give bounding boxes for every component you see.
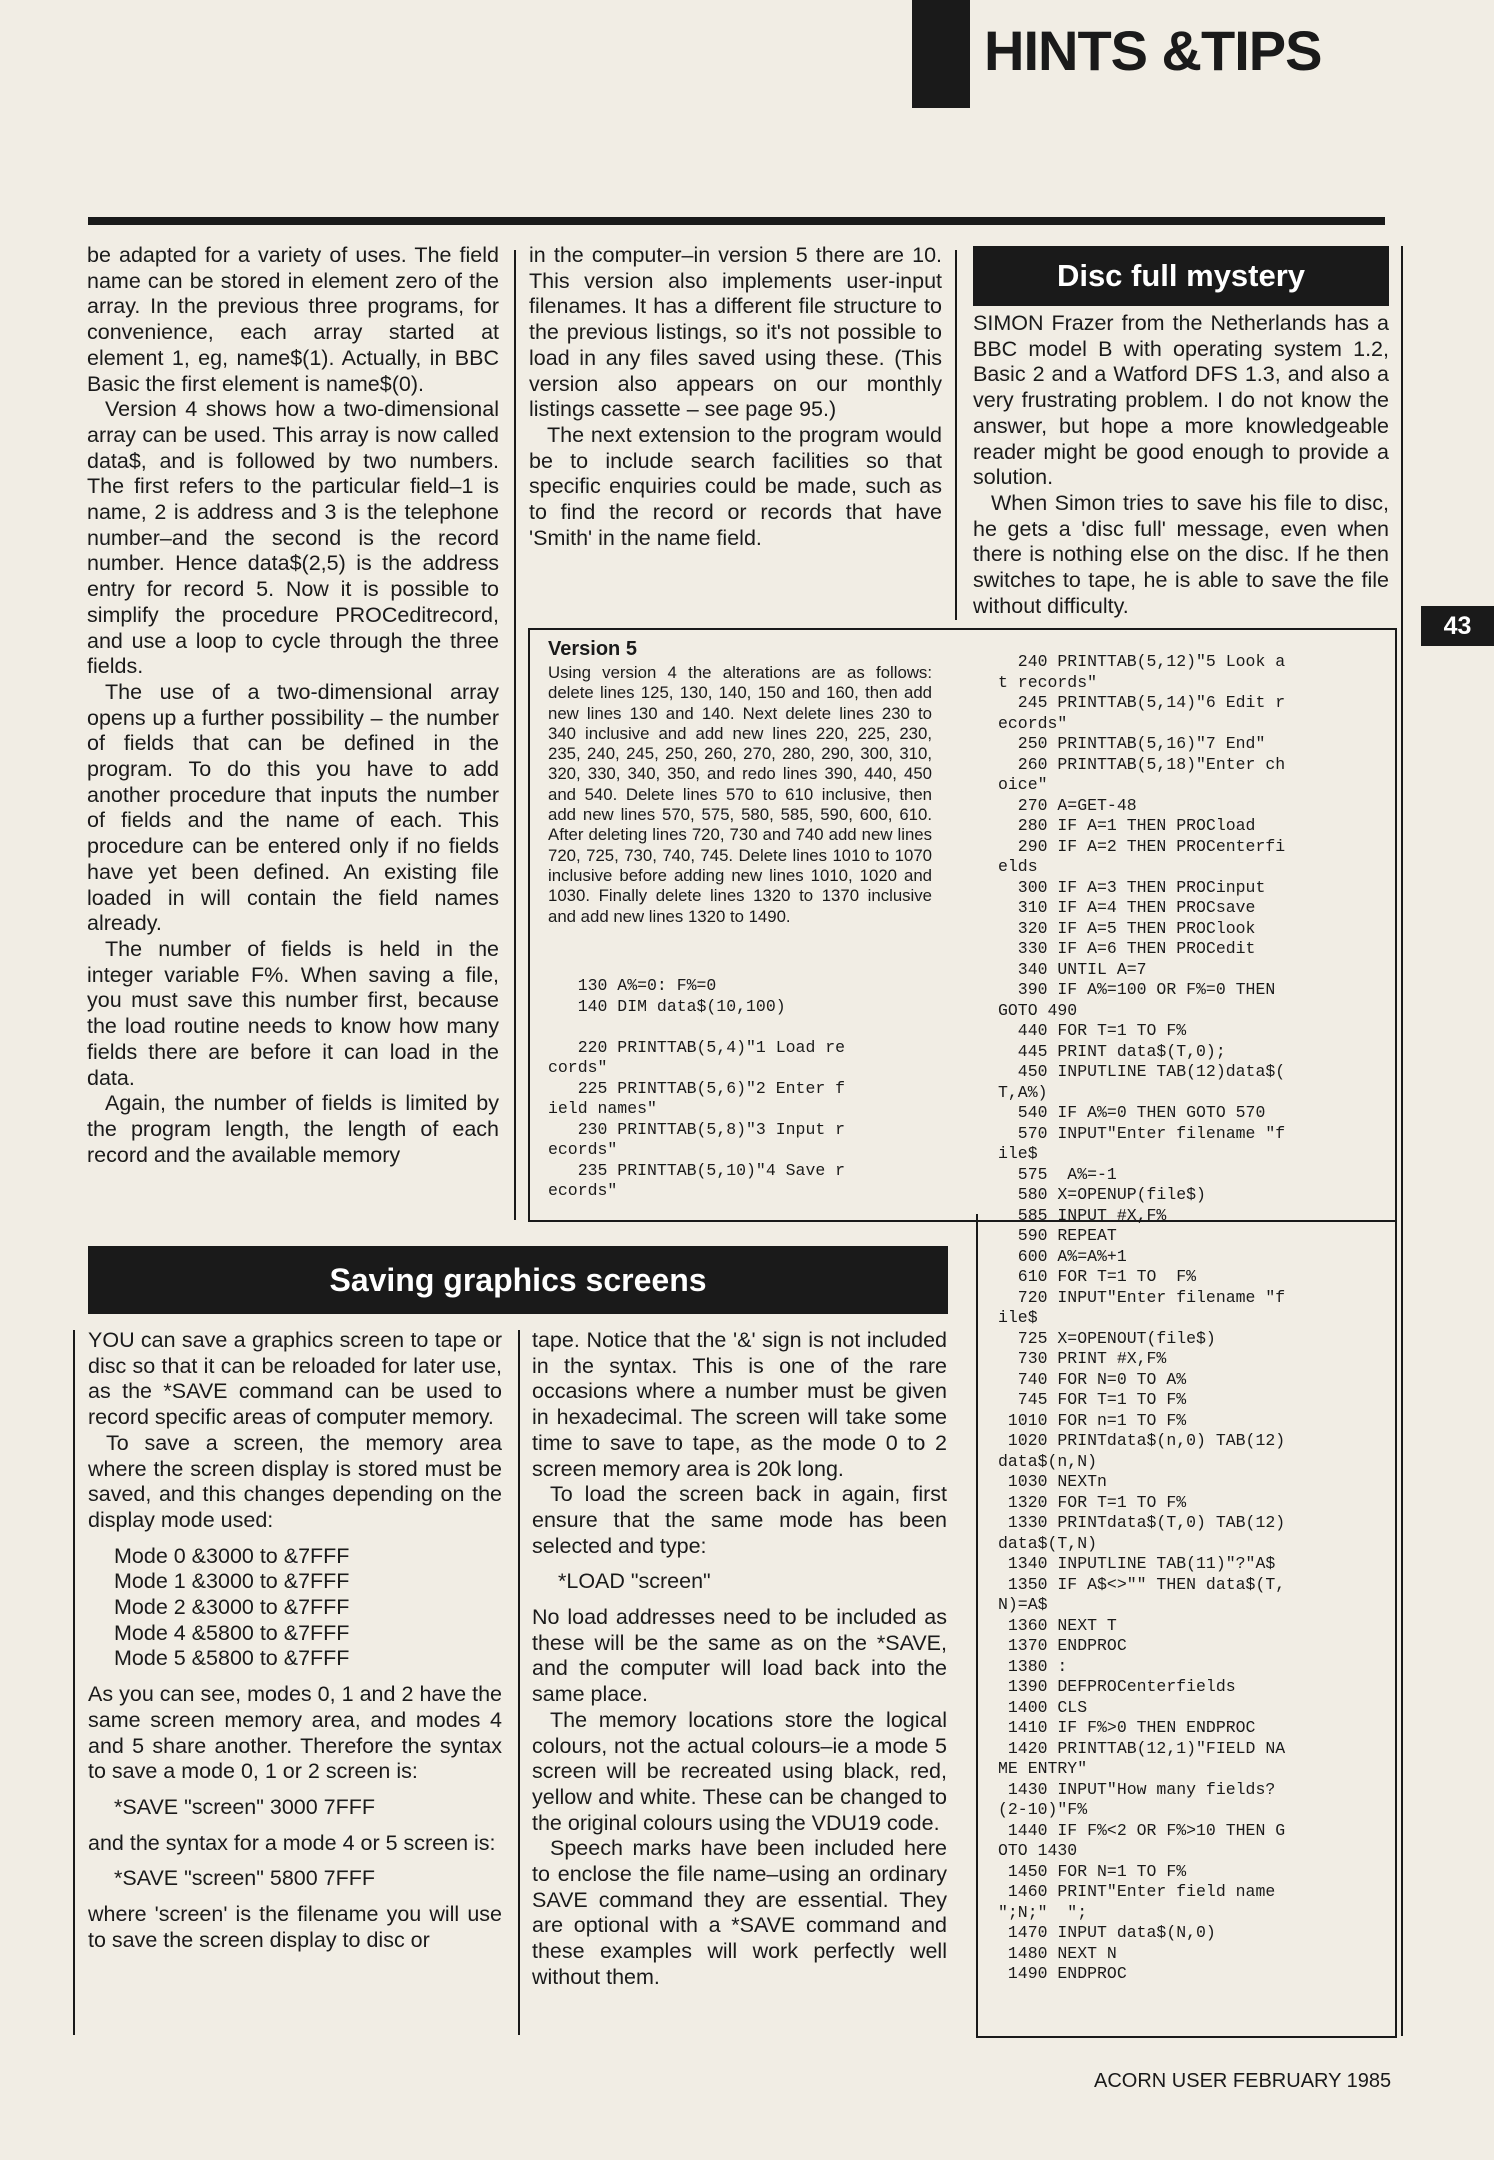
graphics-column-1 [88,1328,502,1953]
column-divider [514,250,516,1220]
mode-item: Mode 0 &3000 to &7FFF [114,1543,350,1568]
paragraph: To save a screen, the memory area where the screen display is stored must be saved, and this changes depending on the display mode used: [88,1430,502,1532]
version5-title: Version 5 [548,638,637,660]
code-listing-left: 130 A%=0: F%=0 140 DIM data$(10,100) 220 PRINTTAB(5,4)"1 Load re cords" 225 PRINTTAB(5,6)"2 Enter f ield names" 230 PRINTTAB(5,8)"3 Input r ecords" 235 PRINTTAB(5,10)"4 Save r ecords" [548,976,846,1200]
paragraph: No load addresses need to be included as these will be the same as on the *SAVE, and the computer will load back into the same place. [532,1605,947,1707]
graphics-column-2 [532,1328,947,1991]
column-divider [955,250,957,620]
section-title: HINTS &TIPS [984,19,1322,82]
article-column-1 [87,243,499,1168]
mode-item: Mode 4 &5800 to &7FFF [114,1620,350,1645]
code-listing-right: 240 PRINTTAB(5,12)"5 Look a t records" 245 PRINTTAB(5,14)"6 Edit r ecords" 250 PRINTTAB(5,16)"7 End" 260 PRINTTAB(5,18)"Enter ch oice" 270 A=GET-48 280 IF A=1 THEN PROCload 290 IF A=2 THEN PROCenterfi elds 300 IF A=3 THEN PROCinput 310 IF A=4 THEN PROCsave 320 IF A=5 THEN PROClook 330 IF A=6 THEN PROCedit 340 UNTIL A=7 390 IF A%=100 OR F%=0 THEN GOTO 490 440 FOR T=1 TO F% 445 PRINT data$(T,0); 450 INPUTLINE TAB(12)data$( T,A%) 540 IF A%=0 THEN GOTO 570 570 INPUT"Enter filename "f ile$ 575 A%=-1 580 X=OPENUP(file$) 585 INPUT #X,F% 590 REPEAT 600 A%=A%+1 610 FOR T=1 TO F% 720 INPUT"Enter filename "f ile$ 725 X=OPENOUT(file$) 730 PRINT #X,F% 740 FOR N=0 TO A% 745 FOR T=1 TO F% 1010 FOR n=1 TO F% 1020 PRINTdata$(n,0) TAB(12) data$(n,N) 1030 NEXTn 1320 FOR T=1 TO F% 1330 PRINTdata$(T,0) TAB(12) data$(T,N) 1340 INPUTLINE TAB(11)"?"A$ 1350 IF A$<>"" THEN data$(T, N)=A$ 1360 NEXT T 1370 ENDPROC 1380 : 1390 DEFPROCenterfields 1400 CLS 1410 IF F%>0 THEN ENDPROC 1420 PRINTTAB(12,1)"FIELD NA ME ENTRY" 1430 INPUT"How many fields? (2-10)"F% 1440 IF F%<2 OR F%>10 THEN G OTO 1430 1450 FOR N=1 TO F% 1460 PRINT"Enter field name ";N;" "; 1470 INPUT data$(N,0) 1480 NEXT N 1490 ENDPROC [998,652,1286,1983]
save-command: *SAVE "screen" 3000 7FFF [114,1794,376,1819]
version5-intro [548,638,932,927]
load-command: *LOAD "screen" [558,1569,711,1594]
paragraph: be adapted for a variety of uses. The field name can be stored in element zero of the array. In the previous three programs, for convenience, each array started at element 1, eg, name$(1). Actually, in BBC Basic the first element is name$(0). [87,243,499,396]
save-command: *SAVE "screen" 5800 7FFF [114,1866,376,1891]
mode-item: Mode 1 &3000 to &7FFF [114,1569,350,1594]
page-footer: ACORN USER FEBRUARY 1985 [1094,2070,1392,2092]
paragraph: where 'screen' is the filename you will use to save the screen display to disc or [88,1902,502,1952]
saving-graphics-heading: Saving graphics screens [88,1246,948,1314]
column-divider [73,1330,75,2035]
paragraph: The next extension to the program would be to include search facilities so that specific enquiries could be made, such as to find the record or records that have 'Smith' in the name field. [529,422,942,550]
mode-list [88,1544,502,1673]
paragraph: Speech marks have been included here to enclose the file name–using an ordinary SAVE command they are essential. They are optional with a *SAVE command and these examples will work perfectly well without them. [532,1836,947,1989]
mode-item: Mode 2 &3000 to &7FFF [114,1595,350,1620]
paragraph: The use of a two-dimensional array opens up a further possibility – the number of fields that can be defined in the program. To do this you have to add another procedure that inputs the number of fields and the name of each. This procedure can be entered only if no fields have yet been defined. An existing file loaded in will contain the field names already. [87,679,499,936]
paragraph: To load the screen back in again, first ensure that the same mode has been selected and type: [532,1482,947,1558]
mode-item: Mode 5 &5800 to &7FFF [114,1646,350,1671]
disc-full-article [973,311,1389,619]
disc-full-heading: Disc full mystery [973,246,1389,306]
paragraph: tape. Notice that the '&' sign is not included in the syntax. This is one of the rare occasions where a number must be given in hexadecimal. The screen will take some time to save to tape, as the mode 0 to 2 screen memory area is 20k long. [532,1328,947,1481]
top-rule [88,217,1385,225]
paragraph: As you can see, modes 0, 1 and 2 have the same screen memory area, and modes 4 and 5 share another. Therefore the syntax to save a mode 0, 1 or 2 screen is: [88,1682,502,1784]
paragraph: The memory locations store the logical colours, not the actual colours–ie a mode 5 screen will be recreated using black, red, yellow and white. These can be changed to the original colours using the VDU19 code. [532,1707,947,1835]
header-block [912,0,970,108]
paragraph: SIMON Frazer from the Netherlands has a BBC model B with operating system 1.2, Basic 2 and a Watford DFS 1.3, and also a very frustrating problem. I do not know the answer, but hope a more knowledgeable reader might be good enough to provide a solution. [973,311,1389,490]
version5-description: Using version 4 the alterations are as follows: delete lines 125, 130, 140, 150 and 160, then add new lines 130 and 140. Next delete lines 230 to 340 inclusive and add new lines 220, 225, 230, 235, 240, 245, 250, 260, 270, 280, 290, 300, 310, 320, 330, 340, 350, and redo lines 390, 440, 450 and 540. Delete lines 570 to 610 inclusive, then add new lines 570, 575, 580, 585, 590, 600, 610. After deleting lines 720, 730 and 740 add new lines 720, 725, 730, 740, 745. Delete lines 1010 to 1070 inclusive before adding new lines 1010, 1020 and 1030. Finally delete lines 1320 to 1370 inclusive and add new lines 1320 to 1490. [548,663,932,926]
paragraph: When Simon tries to save his file to disc, he gets a 'disc full' message, even when there is nothing else on the disc. If he then switches to tape, he is able to save the file without difficulty. [973,490,1389,618]
page-number: 43 [1421,606,1494,646]
paragraph: and the syntax for a mode 4 or 5 screen is: [88,1830,496,1855]
article-column-2 [529,243,942,551]
paragraph: in the computer–in version 5 there are 10. This version also implements user-input filenames. It has a different file structure to the previous listings, so it's not possible to load in any files saved using these. (This version also appears on our monthly listings cassette – see page 95.) [529,243,942,422]
paragraph: Again, the number of fields is limited by the program length, the length of each record and the available memory [87,1091,499,1167]
paragraph: Version 4 shows how a two-dimensional array can be used. This array is now called data$, and is followed by two numbers. The first refers to the particular field–1 is name, 2 is address and 3 is the telephone number–and the second is the record number. Hence data$(2,5) is the address entry for record 5. Now it is possible to simplify the procedure PROCeditrecord, and use a loop to cycle through the three fields. [87,397,499,679]
paragraph: The number of fields is held in the integer variable F%. When saving a file, you must save this number first, because the load routine needs to know how many fields there are before it can load in the data. [87,936,499,1090]
paragraph: YOU can save a graphics screen to tape or disc so that it can be reloaded for later use, as the *SAVE command can be used to record specific areas of computer memory. [88,1328,502,1430]
column-divider [518,1330,520,2035]
column-divider [1401,246,1403,2036]
